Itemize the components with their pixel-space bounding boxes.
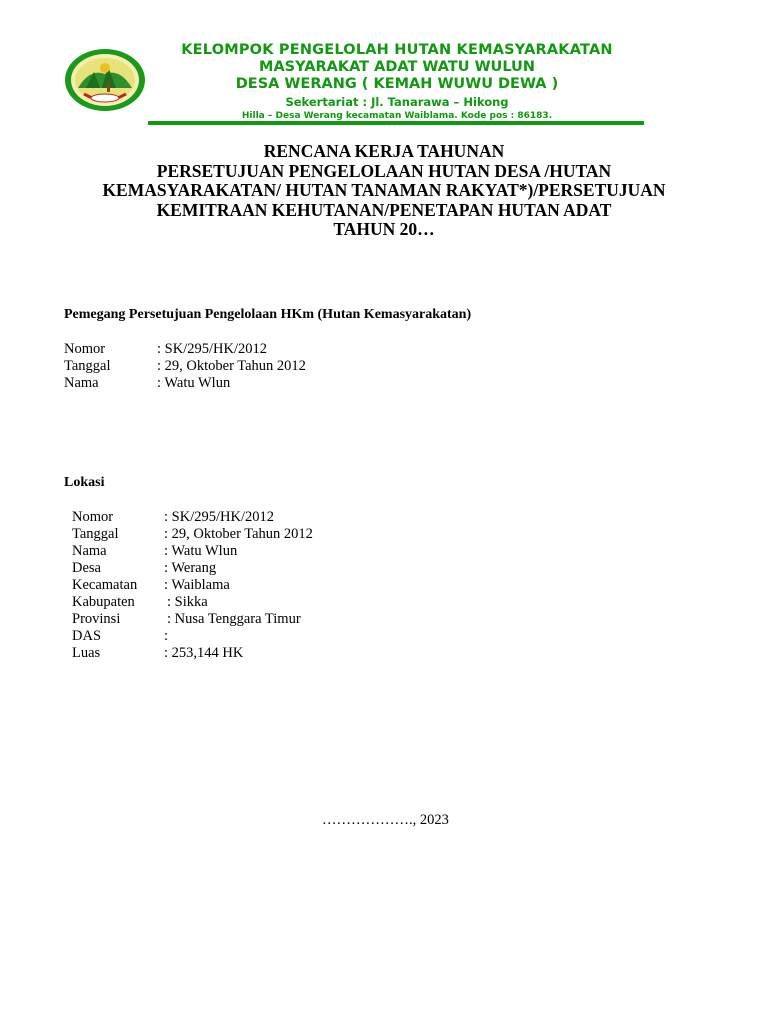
field-label: Nama [64,375,99,391]
field-value: : Waiblama [164,577,230,593]
signature-date-line: ………………., 2023 [322,812,449,828]
holder-fields [64,341,306,392]
title-line-4: KEMITRAAN KEHUTANAN/PENETAPAN HUTAN ADAT [156,199,612,220]
forest-community-emblem-icon [64,48,146,112]
field-value: : Werang [164,560,217,576]
field-row [72,509,313,526]
field-row [72,594,313,611]
field-value: : [164,628,169,644]
field-row [72,628,313,645]
village-name: DESA WERANG ( KEMAH WUWU DEWA ) [235,76,559,92]
field-row [64,358,306,375]
field-row [64,341,306,358]
field-value: : 29, Oktober Tahun 2012 [157,358,306,374]
field-value: : Sikka [167,594,208,610]
location-fields [72,509,313,662]
field-label: Kecamatan [72,577,138,593]
field-row [72,560,313,577]
secretariat-address: Sekertariat : Jl. Tanarawa – Hikong [285,95,509,109]
letterhead-divider [148,121,644,125]
field-row [72,526,313,543]
field-value: : Nusa Tenggara Timur [167,611,301,627]
field-value: : Watu Wlun [157,375,231,391]
field-label: Nama [72,543,107,559]
holder-heading: Pemegang Persetujuan Pengelolaan HKm (Hutan Kemasyarakatan) [64,307,472,322]
title-line-3: KEMASYARAKATAN/ HUTAN TANAMAN RAKYAT*)/PERSETUJUAN [102,180,666,201]
field-row [72,577,313,594]
field-label: Tanggal [72,526,119,542]
field-label: Luas [72,645,101,661]
postal-address: Hilla – Desa Werang kecamatan Waiblama. Kode pos : 86183. [241,111,553,121]
location-heading: Lokasi [64,475,105,490]
title-line-1: RENCANA KERJA TAHUNAN [263,141,505,161]
field-value: : SK/295/HK/2012 [164,509,274,525]
field-row [72,543,313,560]
organization-name: KELOMPOK PENGELOLAH HUTAN KEMASYARAKATAN [181,42,613,58]
community-name: MASYARAKAT ADAT WATU WULUN [259,59,535,75]
field-value: : 253,144 HK [164,645,244,661]
field-row [64,375,306,392]
field-row [72,611,313,628]
field-value: : 29, Oktober Tahun 2012 [164,526,313,542]
field-label: Provinsi [72,611,121,627]
field-value: : SK/295/HK/2012 [157,341,267,357]
field-label: DAS [72,628,102,644]
field-row [72,645,313,662]
field-label: Nomor [72,509,114,525]
field-value: : Watu Wlun [164,543,238,559]
document-title [64,142,704,240]
title-line-5: TAHUN 20… [333,219,435,240]
field-label: Kabupaten [72,594,135,610]
field-label: Desa [72,560,101,576]
title-line-2: PERSETUJUAN PENGELOLAAN HUTAN DESA /HUTAN [156,160,612,181]
field-label: Nomor [64,341,106,357]
letterhead [150,42,644,122]
field-label: Tanggal [64,358,111,374]
